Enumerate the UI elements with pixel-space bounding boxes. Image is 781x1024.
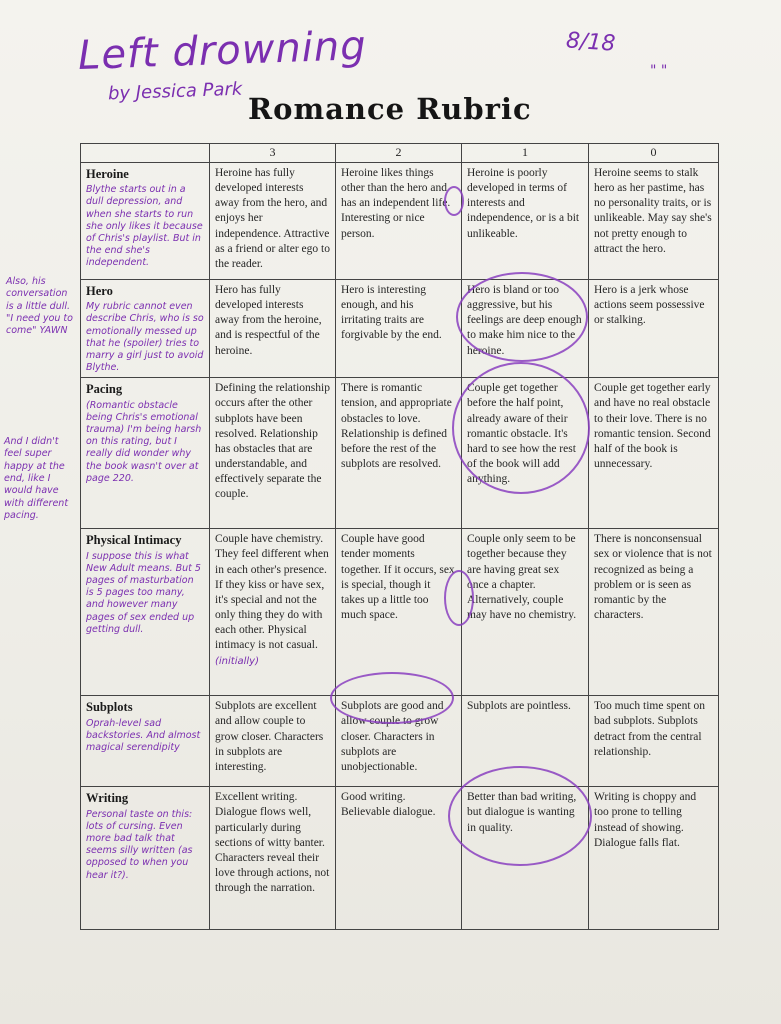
rubric-title: Romance Rubric [248, 92, 532, 126]
score-circle-writing [448, 766, 592, 866]
rubric-cell: Too much time spent on bad subplots. Subplots detract from the central relationship. [589, 696, 719, 787]
category-name: Physical Intimacy [86, 533, 182, 548]
rubric-cell: Hero is a jerk whose actions seem possessive or stalking. [589, 279, 719, 377]
category-note: My rubric cannot even describe Chris, who is so emotionally messed up that he (spoiler) tries to marry a girl just to avoid Blythe. [86, 301, 204, 374]
score-circle-pacing [452, 362, 590, 494]
table-row [81, 279, 719, 377]
rubric-cell: Hero is bland or too aggressive, but his feelings are deep enough to make him nice to the heroine. [462, 279, 589, 377]
table-row [81, 162, 719, 279]
header-score-1: 1 [462, 144, 589, 163]
header-score-0: 0 [589, 144, 719, 163]
rubric-cell: There is romantic tension, and appropriate obstacles to love. Relationship is defined before the rest of the subplots are resolved. [336, 378, 462, 529]
rubric-table [80, 143, 719, 930]
margin-note-pacing: And I didn't feel super happy at the end, like I would have with different pacing. [4, 436, 69, 522]
rubric-cell-text: Couple have chemistry. They feel different when in each other's presence. If they kiss or have sex, it's special and not the only thing they do with each other. Physical intimacy is not casual. [215, 533, 329, 652]
header-row [81, 144, 719, 163]
rubric-cell: Couple get together before the half point, already aware of their romantic obstacle. It's hard to see how the rest of the book will add anything. [462, 378, 589, 529]
rubric-cell: Defining the relationship occurs after the other subplots have been resolved. Relationship has obstacles that are understandable, and effectively separate the couple. [210, 378, 336, 529]
rubric-cell: Heroine is poorly developed in terms of interests and independence, or is a bit unlikeable. [462, 162, 589, 279]
inline-note-initially: (initially) [215, 655, 259, 667]
category-note: Personal taste on this: lots of cursing. Even more bad talk that seems silly written (as opposed to when you hear it?). [86, 808, 193, 881]
category-note: I suppose this is what New Adult means. But 5 pages of masturbation is 5 pages too many, and however many pages of sex ended up getting dull. [86, 550, 201, 635]
category-cell [81, 279, 210, 377]
table-row [81, 378, 719, 529]
table-row [81, 787, 719, 930]
category-cell [81, 787, 210, 930]
rubric-cell: Hero has fully developed interests away from the heroine, and is respectful of the heroine. [210, 279, 336, 377]
rubric-cell: Heroine has fully developed interests away from the hero, and enjoys her independence. Attractive as a friend or alter ego to the reader. [210, 162, 336, 279]
category-name: Pacing [86, 382, 123, 397]
score-circle-intimacy [444, 570, 474, 626]
rubric-cell: Good writing. Believable dialogue. [336, 787, 462, 930]
handwritten-date: 8/18 [565, 28, 617, 57]
rubric-cell: Heroine likes things other than the hero and has an independent life. Interesting or nice person. [336, 162, 462, 279]
category-name: Hero [86, 283, 113, 298]
rubric-cell: Hero is interesting enough, and his irritating traits are forgivable by the end. [336, 279, 462, 377]
rubric-cell: Excellent writing. Dialogue flows well, particularly during sections of witty banter. Characters reveal their love through actions, not through the narration. [210, 787, 336, 930]
rubric-cell: Writing is choppy and too prone to telling instead of showing. Dialogue falls flat. [589, 787, 719, 930]
category-name: Writing [86, 791, 129, 806]
handwritten-ditto-mark: " " [650, 63, 668, 79]
category-cell [81, 696, 210, 787]
category-note: (Romantic obstacle being Chris's emotional trauma) I'm being harsh on this rating, but I really did wonder why the book wasn't over at page 220. [86, 399, 202, 484]
score-circle-heroine [444, 186, 464, 216]
table-row [81, 529, 719, 696]
category-cell [81, 162, 210, 279]
margin-note-hero: Also, his conversation is a little dull. "I need you to come" YAWN [6, 276, 73, 337]
score-circle-hero [456, 272, 588, 362]
rubric-cell [210, 529, 336, 696]
rubric-cell: Better than bad writing, but dialogue is wanting in quality. [462, 787, 589, 930]
rubric-cell: Couple only seem to be together because they are having great sex once a chapter. Alternatively, couple may have no chemistry. [462, 529, 589, 696]
handwritten-book-author: by Jessica Park [107, 78, 243, 105]
rubric-cell: Subplots are excellent and allow couple to grow closer. Characters in subplots are interesting. [210, 696, 336, 787]
rubric-cell: Heroine seems to stalk hero as her pastime, has no personality traits, or is unlikeable. May say she's not pretty enough to attract the hero. [589, 162, 719, 279]
category-note: Blythe starts out in a dull depression, and when she starts to run she only likes it because of Chris's playlist. But in the end she's independent. [86, 184, 203, 269]
header-score-2: 2 [336, 144, 462, 163]
handwritten-book-title: Left drowning [77, 22, 368, 80]
score-circle-subplots [330, 672, 454, 724]
rubric-cell: Subplots are pointless. [462, 696, 589, 787]
category-name: Heroine [86, 166, 129, 181]
header-score-3: 3 [210, 144, 336, 163]
header-blank [81, 144, 210, 163]
category-note: Oprah-level sad backstories. And almost magical serendipity [86, 717, 201, 754]
category-cell [81, 529, 210, 696]
rubric-cell: There is nonconsensual sex or violence that is not recognized as being a problem or is seen as romantic by the characters. [589, 529, 719, 696]
rubric-cell: Subplots are good and allow couple to grow closer. Characters in subplots are unobjectionable. [336, 696, 462, 787]
rubric-cell: Couple get together early and have no real obstacle to their love. There is no romantic tension. Second half of the book is unnecessary. [589, 378, 719, 529]
rubric-cell: Couple have good tender moments together. If it occurs, sex is special, though it takes up a little too much space. [336, 529, 462, 696]
category-cell [81, 378, 210, 529]
category-name: Subplots [86, 700, 133, 715]
